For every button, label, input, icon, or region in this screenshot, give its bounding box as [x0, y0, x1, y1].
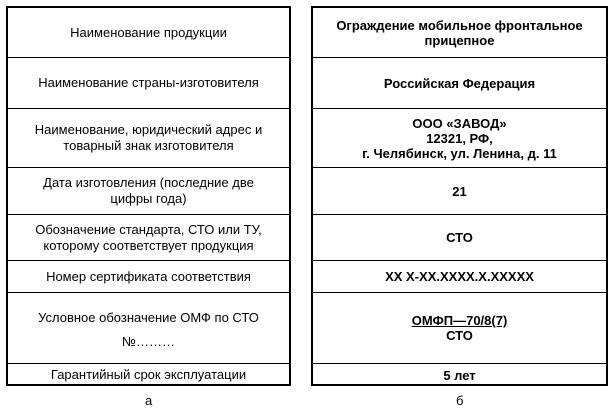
value-year: 21: [452, 183, 467, 199]
row-certificate-number: [8, 261, 289, 293]
row-certificate-value: [313, 261, 606, 293]
row-standard-value: [313, 215, 606, 261]
label-date-line2: цифры года): [110, 191, 187, 206]
row-country-name: [8, 58, 289, 109]
label-symbol: [38, 306, 259, 350]
label-certificate-number: Номер сертификата соответствия: [46, 268, 251, 284]
value-symbol: [412, 313, 508, 343]
label-date-line1: Дата изготовления (последние две: [43, 175, 254, 190]
value-product: [336, 18, 582, 48]
value-symbol-line2: СТО: [446, 328, 473, 343]
label-example-table: [311, 6, 608, 386]
label-standard-line2: которому соответствует продукция: [43, 237, 254, 253]
label-manufacturer-line2: товарный знак изготовителя: [63, 138, 234, 153]
label-standard-line1: Обозначение стандарта, СТО или ТУ,: [35, 221, 262, 237]
label-template-table: [6, 6, 291, 386]
row-warranty: [8, 364, 289, 386]
row-warranty-value: [313, 364, 606, 386]
row-manufacture-date: [8, 168, 289, 215]
value-manufacturer: [362, 116, 557, 161]
label-product-name: Наименование продукции: [70, 24, 227, 40]
row-standard: [8, 215, 289, 261]
value-manufacturer-line2: 12321, РФ,: [426, 130, 493, 146]
row-symbol-value: [313, 293, 606, 364]
value-certificate: ХХ Х-ХХ.ХХХХ.Х.ХХХХХ: [385, 269, 534, 284]
row-product-name: [8, 8, 289, 58]
row-manufacturer: [8, 109, 289, 168]
value-product-line2: прицепное: [424, 32, 495, 48]
label-manufacture-date: [43, 175, 254, 207]
caption-left: а: [145, 393, 153, 408]
row-year-value: [313, 168, 606, 215]
row-product-value: [313, 8, 606, 58]
label-manufacturer-line1: Наименование, юридический адрес и: [34, 122, 263, 137]
value-country: Российская Федерация: [383, 75, 536, 91]
row-manufacturer-value: [313, 109, 606, 168]
value-manufacturer-line1: ООО «ЗАВОД»: [412, 115, 507, 131]
value-product-line1: Ограждение мобильное фронтальное: [336, 17, 583, 33]
row-country-value: [313, 58, 606, 109]
label-standard: [35, 222, 262, 254]
label-symbol-line2: №………: [122, 334, 175, 349]
label-manufacturer: [35, 122, 262, 154]
label-country-name: Наименование страны-изготовителя: [38, 75, 259, 90]
row-symbol: [8, 293, 289, 364]
value-warranty: 5 лет: [443, 367, 476, 383]
value-manufacturer-line3: г. Челябинск, ул. Ленина, д. 11: [362, 145, 557, 161]
label-warranty: Гарантийный срок эксплуатации: [50, 367, 247, 382]
label-symbol-line1: Условное обозначение ОМФ по СТО: [38, 310, 259, 325]
value-symbol-line1: ОМФП—70/8(7): [411, 313, 508, 328]
value-standard: СТО: [446, 230, 473, 245]
caption-right: б: [456, 393, 464, 408]
